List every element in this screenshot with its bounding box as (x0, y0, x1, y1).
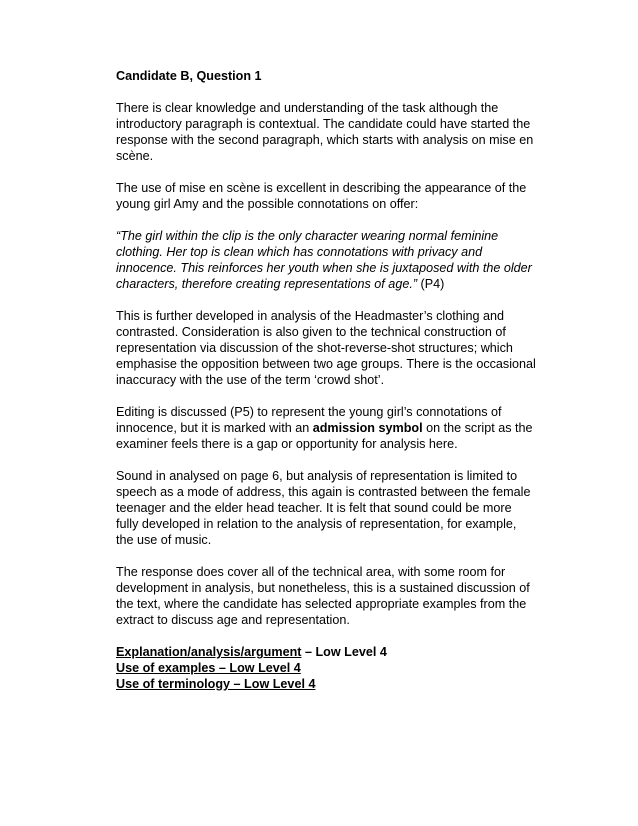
paragraph-intro: There is clear knowledge and understanding of the task although the introductory paragraph is contextual. The candidate could have started the response with the second paragraph, which starts with analysis on mise en scène. (116, 101, 534, 163)
paragraph-conclusion: The response does cover all of the technical area, with some room for development in analysis, but nonetheless, this is a sustained discussion of the text, where the candidate has selected appropriate examples from the extract to discuss age and representation. (116, 565, 530, 627)
document-title: Candidate B, Question 1 (116, 69, 262, 83)
quote-page-ref: (P4) (417, 277, 445, 291)
level-explanation (116, 644, 536, 660)
level-examples: Use of examples – Low Level 4 (116, 661, 301, 675)
level-terminology: Use of terminology – Low Level 4 (116, 677, 316, 691)
assessment-levels (116, 644, 536, 692)
quote-text: “The girl within the clip is the only character wearing normal feminine clothing. Her top is clean which has connotations with privacy and innocence. This reinforces her youth when she is juxtaposed with the older characters, therefore creating representations of age.” (116, 229, 532, 291)
paragraph-headmaster: This is further developed in analysis of the Headmaster’s clothing and contrasted. Consideration is also given to the technical construction of representation via discussion of the shot-reverse-shot structures; which emphasise the opposition between two age groups. There is the occasional inaccuracy with the use of the term ‘crowd shot’. (116, 309, 536, 387)
document-body (116, 68, 536, 692)
quoted-extract (116, 228, 536, 292)
editing-text-end: on the script as the examiner feels there is a gap or opportunity for analysis here. (116, 421, 533, 451)
paragraph-editing (116, 404, 536, 452)
level-explanation-label: Explanation/analysis/argument (116, 645, 302, 659)
admission-symbol-term: admission symbol (312, 421, 423, 435)
paragraph-sound: Sound in analysed on page 6, but analysis of representation is limited to speech as a mode of address, this again is contrasted between the female teenager and the elder head teacher. It is felt that sound could be more fully developed in relation to the analysis of representation, for example, the use of music. (116, 469, 531, 547)
editing-text-start: Editing is discussed (P5) to represent the young girl’s connotations of innocence, but it is marked with an (116, 405, 502, 435)
level-explanation-grade: – Low Level 4 (301, 645, 387, 659)
paragraph-mise-en-scene: The use of mise en scène is excellent in describing the appearance of the young girl Amy and the possible connotations on offer: (116, 181, 527, 211)
